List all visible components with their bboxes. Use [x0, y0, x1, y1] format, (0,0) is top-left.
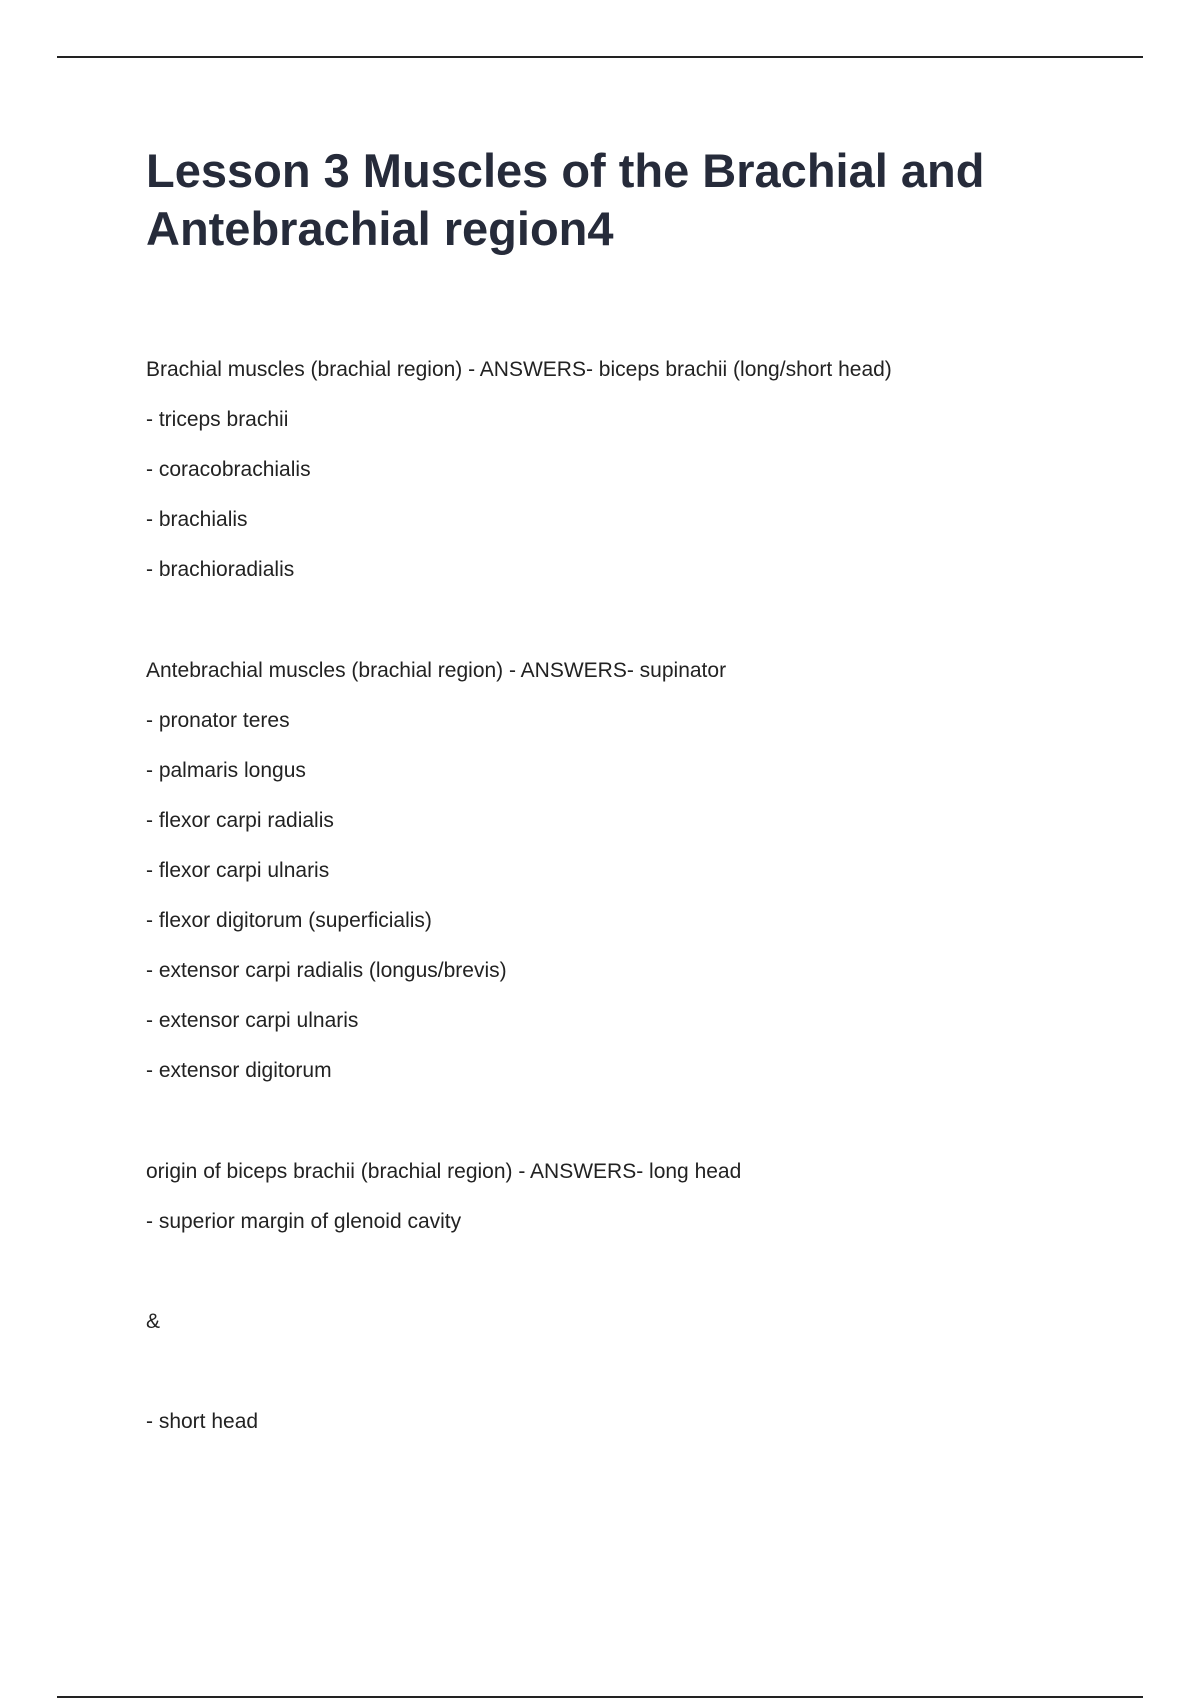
question-line: Brachial muscles (brachial region) - ANSWERS- biceps brachii (long/short head) — [146, 358, 892, 381]
answer-line: - palmaris longus — [146, 759, 306, 782]
answer-line: - flexor digitorum (superficialis) — [146, 909, 432, 932]
document-body — [146, 356, 1106, 1436]
answer-line: & — [146, 1310, 161, 1333]
answer-line: - extensor digitorum — [146, 1059, 332, 1082]
answer-line: - extensor carpi radialis (longus/brevis) — [146, 959, 507, 982]
answer-line: - coracobrachialis — [146, 458, 311, 481]
section-biceps-origin — [146, 1158, 1106, 1236]
answer-line: - short head — [146, 1410, 259, 1433]
answer-line: - flexor carpi radialis — [146, 809, 334, 832]
answer-line: - flexor carpi ulnaris — [146, 859, 330, 882]
page-title: Lesson 3 Muscles of the Brachial and Antebrachial region4 — [146, 144, 985, 255]
answer-line: - brachioradialis — [146, 558, 295, 581]
bottom-divider — [57, 1696, 1143, 1698]
answer-line: - superior margin of glenoid cavity — [146, 1210, 462, 1233]
section-short-head — [146, 1408, 1106, 1436]
question-line: Antebrachial muscles (brachial region) - ANSWERS- supinator — [146, 659, 727, 682]
section-antebrachial-muscles — [146, 657, 1106, 1085]
answer-line: - brachialis — [146, 508, 248, 531]
section-brachial-muscles — [146, 356, 1106, 584]
answer-line: - pronator teres — [146, 709, 290, 732]
question-line: origin of biceps brachii (brachial region) - ANSWERS- long head — [146, 1160, 742, 1183]
section-ampersand — [146, 1308, 1106, 1336]
answer-line: - triceps brachii — [146, 408, 289, 431]
top-divider — [57, 56, 1143, 58]
answer-line: - extensor carpi ulnaris — [146, 1009, 359, 1032]
